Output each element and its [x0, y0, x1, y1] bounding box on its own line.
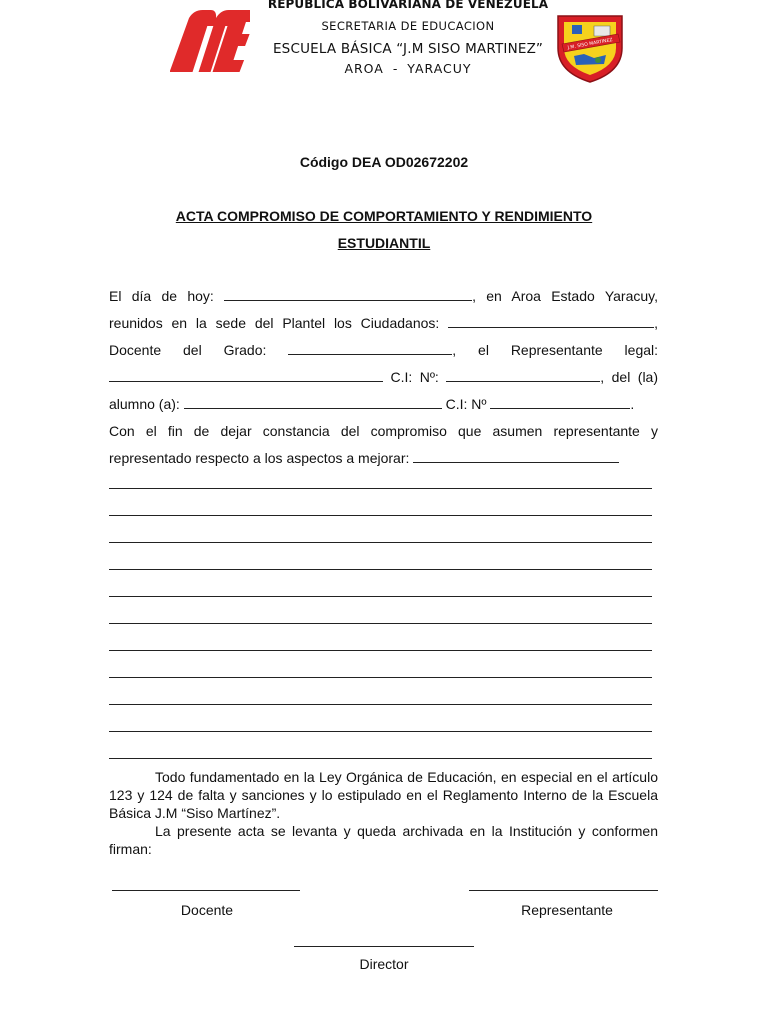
student-name-blank[interactable]: [184, 395, 442, 409]
closing-paragraph-archive: La presente acta se levanta y queda archivada en la Institución y conformen firman:: [109, 823, 658, 857]
blank-line[interactable]: [109, 758, 652, 759]
label-aspects-to-improve: representado respecto a los aspectos a mejorar:: [109, 450, 410, 466]
form-line-teacher: [109, 341, 658, 359]
docente-signature-line[interactable]: [112, 890, 300, 891]
svg-text:ME: ME: [210, 44, 212, 45]
form-line-citizens: [109, 314, 658, 332]
blank-line[interactable]: [109, 569, 652, 570]
closing-paragraph-law: Todo fundamentado en la Ley Orgánica de Educación, en especial en el artículo 123 y 124 de falta y sanciones y lo estipulado en el Reglamento Interno de la Escuela Básica J.M “Siso Martínez”.: [109, 769, 658, 821]
label-location: , en Aroa Estado Yaracuy,: [472, 288, 658, 304]
blank-line[interactable]: [109, 542, 652, 543]
form-line-purpose: Con el fin de dejar constancia del compromiso que asumen representante y: [109, 423, 658, 439]
label-citizens: reunidos en la sede del Plantel los Ciudadanos:: [109, 315, 440, 331]
comma: ,: [654, 315, 658, 331]
label-teacher-grade: Docente del Grado:: [109, 342, 267, 358]
blank-line[interactable]: [109, 488, 652, 489]
date-blank[interactable]: [224, 287, 472, 301]
header-line-2: SECRETARIA DE EDUCACION: [321, 19, 495, 33]
director-signature-line[interactable]: [294, 946, 474, 947]
dea-code: Código DEA OD02672202: [299, 154, 469, 170]
blank-line[interactable]: [109, 677, 652, 678]
blank-line[interactable]: [109, 704, 652, 705]
label-ci-number: C.I: Nº:: [390, 369, 439, 385]
aspects-blank[interactable]: [413, 449, 619, 463]
document-title-line-1: ACTA COMPROMISO DE COMPORTAMIENTO Y RENDIMIENTO: [175, 208, 593, 224]
blank-line[interactable]: [109, 515, 652, 516]
me-logo: [170, 4, 250, 76]
blank-line[interactable]: [109, 731, 652, 732]
representante-signature-line[interactable]: [469, 890, 658, 891]
svg-text:J.M. SISO MARTINEZ: J.M. SISO MARTINEZ: [567, 38, 614, 51]
label-of-the: , del (la): [600, 369, 659, 385]
form-line-representative-id: [109, 368, 658, 386]
school-shield-logo: [554, 10, 626, 84]
header-line-1: REPUBLICA BOLIVARIANA DE VENEZUELA: [267, 0, 549, 11]
form-line-aspects: [109, 449, 658, 467]
period: .: [630, 396, 635, 412]
label-legal-representative: , el Representante legal:: [452, 342, 659, 358]
student-ci-blank[interactable]: [490, 395, 630, 409]
header-line-3: ESCUELA BÁSICA “J.M SISO MARTINEZ”: [272, 41, 544, 57]
label-date: El día de hoy:: [109, 288, 214, 304]
document-title-line-2: ESTUDIANTIL: [337, 235, 431, 251]
header-line-4: AROA - YARACUY: [344, 61, 472, 76]
citizens-blank[interactable]: [448, 314, 654, 328]
docente-signature-label: Docente: [180, 902, 234, 918]
blank-line[interactable]: [109, 650, 652, 651]
representative-name-blank[interactable]: [109, 368, 383, 382]
representative-ci-blank[interactable]: [446, 368, 600, 382]
form-line-student: [109, 395, 658, 413]
label-student: alumno (a):: [109, 396, 180, 412]
teacher-grade-blank[interactable]: [288, 341, 452, 355]
director-signature-label: Director: [359, 956, 409, 972]
blank-line[interactable]: [109, 596, 652, 597]
form-line-date: [109, 287, 658, 305]
blank-line[interactable]: [109, 623, 652, 624]
representante-signature-label: Representante: [521, 902, 613, 918]
label-student-ci: C.I: Nº: [445, 396, 487, 412]
letterhead: [0, 0, 768, 90]
